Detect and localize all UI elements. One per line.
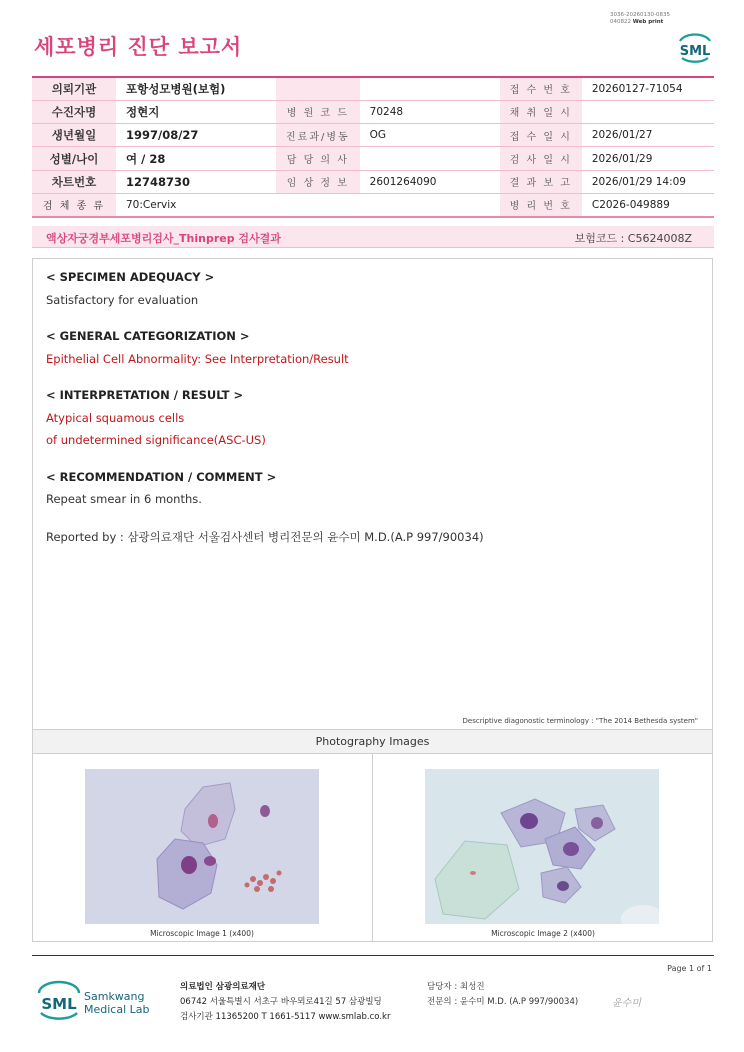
info-label: 차트번호	[32, 170, 116, 193]
exam-title-bar	[32, 226, 714, 248]
info-value	[360, 77, 500, 100]
info-row	[32, 124, 714, 147]
info-value: 70248	[369, 105, 404, 118]
categorization-heading: < GENERAL CATEGORIZATION >	[46, 329, 250, 343]
info-value	[360, 147, 500, 170]
info-label: 병 원 코 드	[276, 100, 360, 123]
footer-divider	[32, 955, 714, 956]
info-value: 2601264090	[369, 175, 437, 188]
info-label: 검 체 종 류	[32, 193, 116, 216]
info-label: 진료과/병동	[276, 124, 360, 147]
info-value: 포항성모병원(보험)	[126, 81, 226, 96]
info-value: 여 / 28	[126, 151, 166, 166]
svg-text:SML: SML	[679, 44, 711, 59]
exam-title: 액상자궁경부세포병리검사_Thinprep 검사결과	[46, 232, 281, 245]
org-name: 의료법인 삼광의료재단	[180, 982, 266, 992]
adequacy-text: Satisfactory for evaluation	[46, 293, 199, 307]
sml-logo	[676, 28, 714, 64]
result-box	[32, 258, 713, 942]
print-code-line1: 3036-20260130-0835	[610, 12, 670, 18]
info-value: 정현지	[126, 104, 160, 119]
info-row	[32, 170, 714, 193]
info-label: 검 사 일 시	[500, 147, 582, 170]
organization-info	[180, 980, 390, 1025]
reported-by: Reported by : 삼광의료재단 서울검사센터 병리전문의 윤수미 M.D.(A.P 997/90034)	[46, 530, 484, 544]
staff-manager: 담당자 : 최성진	[427, 982, 485, 992]
info-value	[360, 193, 500, 216]
info-value: 2026/01/27	[591, 129, 653, 142]
interpretation-heading: < INTERPRETATION / RESULT >	[46, 388, 244, 402]
info-label: 성별/나이	[32, 147, 116, 170]
staff-info	[427, 980, 578, 1010]
microscopic-image-1	[85, 769, 319, 924]
info-value: 12748730	[126, 174, 191, 189]
interpretation-line2: of undetermined significance(ASC-US)	[46, 433, 266, 447]
samkwang-logo	[36, 980, 186, 1020]
insurance-code: 보험코드 : C5624008Z	[574, 232, 692, 245]
signature: 윤수미	[612, 998, 641, 1009]
print-code	[610, 12, 670, 26]
patient-info-table	[32, 76, 714, 218]
photo-caption-1: Microscopic Image 1 (x400)	[150, 929, 254, 938]
info-value: 70:Cervix	[126, 198, 177, 211]
info-label	[276, 193, 360, 216]
photo-divider	[372, 754, 373, 942]
recommendation-text: Repeat smear in 6 months.	[46, 492, 202, 506]
web-print-label: Web print	[632, 19, 664, 25]
bethesda-note: Descriptive diagonostic terminology : "The 2014 Bethesda system"	[462, 717, 698, 725]
svg-text:SML: SML	[41, 995, 77, 1013]
recommendation-heading: < RECOMMENDATION / COMMENT >	[46, 470, 277, 484]
adequacy-heading: < SPECIMEN ADEQUACY >	[46, 270, 215, 284]
print-code-line2: 040822	[610, 19, 632, 25]
info-row	[32, 100, 714, 123]
svg-text:Samkwang: Samkwang	[84, 990, 145, 1003]
info-row	[32, 147, 714, 170]
info-label: 생년월일	[32, 124, 116, 147]
info-value: OG	[369, 129, 387, 142]
info-label: 결 과 보 고	[500, 170, 582, 193]
info-label: 수진자명	[32, 100, 116, 123]
info-value: 2026/01/29	[591, 152, 653, 165]
photo-section-label: Photography Images	[33, 729, 712, 754]
page-number: Page 1 of 1	[667, 964, 712, 973]
info-value: 2026/01/29 14:09	[591, 175, 686, 188]
page-title: 세포병리 진단 보고서	[34, 35, 243, 59]
info-label: 채 취 일 시	[500, 100, 582, 123]
info-row	[32, 77, 714, 100]
interpretation-line1: Atypical squamous cells	[46, 411, 185, 425]
photo-caption-2: Microscopic Image 2 (x400)	[491, 929, 595, 938]
info-value: 20260127-71054	[591, 82, 683, 95]
info-row	[32, 193, 714, 216]
info-label: 접 수 일 시	[500, 124, 582, 147]
info-value: 1997/08/27	[126, 128, 199, 143]
info-label: 의뢰기관	[32, 77, 116, 100]
org-contact: 검사기관 11365200 T 1661-5117 www.smlab.co.kr	[180, 1012, 391, 1022]
info-value	[582, 100, 714, 123]
staff-specialist: 전문의 : 윤수미 M.D. (A.P 997/90034)	[427, 997, 579, 1007]
svg-text:Medical Lab: Medical Lab	[84, 1003, 150, 1016]
info-label	[276, 77, 360, 100]
info-label: 접 수 번 호	[500, 77, 582, 100]
categorization-text: Epithelial Cell Abnormality: See Interpretation/Result	[46, 352, 349, 366]
microscopic-image-2	[425, 769, 659, 924]
info-value: C2026-049889	[591, 198, 670, 211]
org-address: 06742 서울특별시 서초구 바우뫼로41길 57 삼광빌딩	[180, 997, 382, 1007]
info-label: 병 리 번 호	[500, 193, 582, 216]
info-label: 임 상 정 보	[276, 170, 360, 193]
info-label: 담 당 의 사	[276, 147, 360, 170]
